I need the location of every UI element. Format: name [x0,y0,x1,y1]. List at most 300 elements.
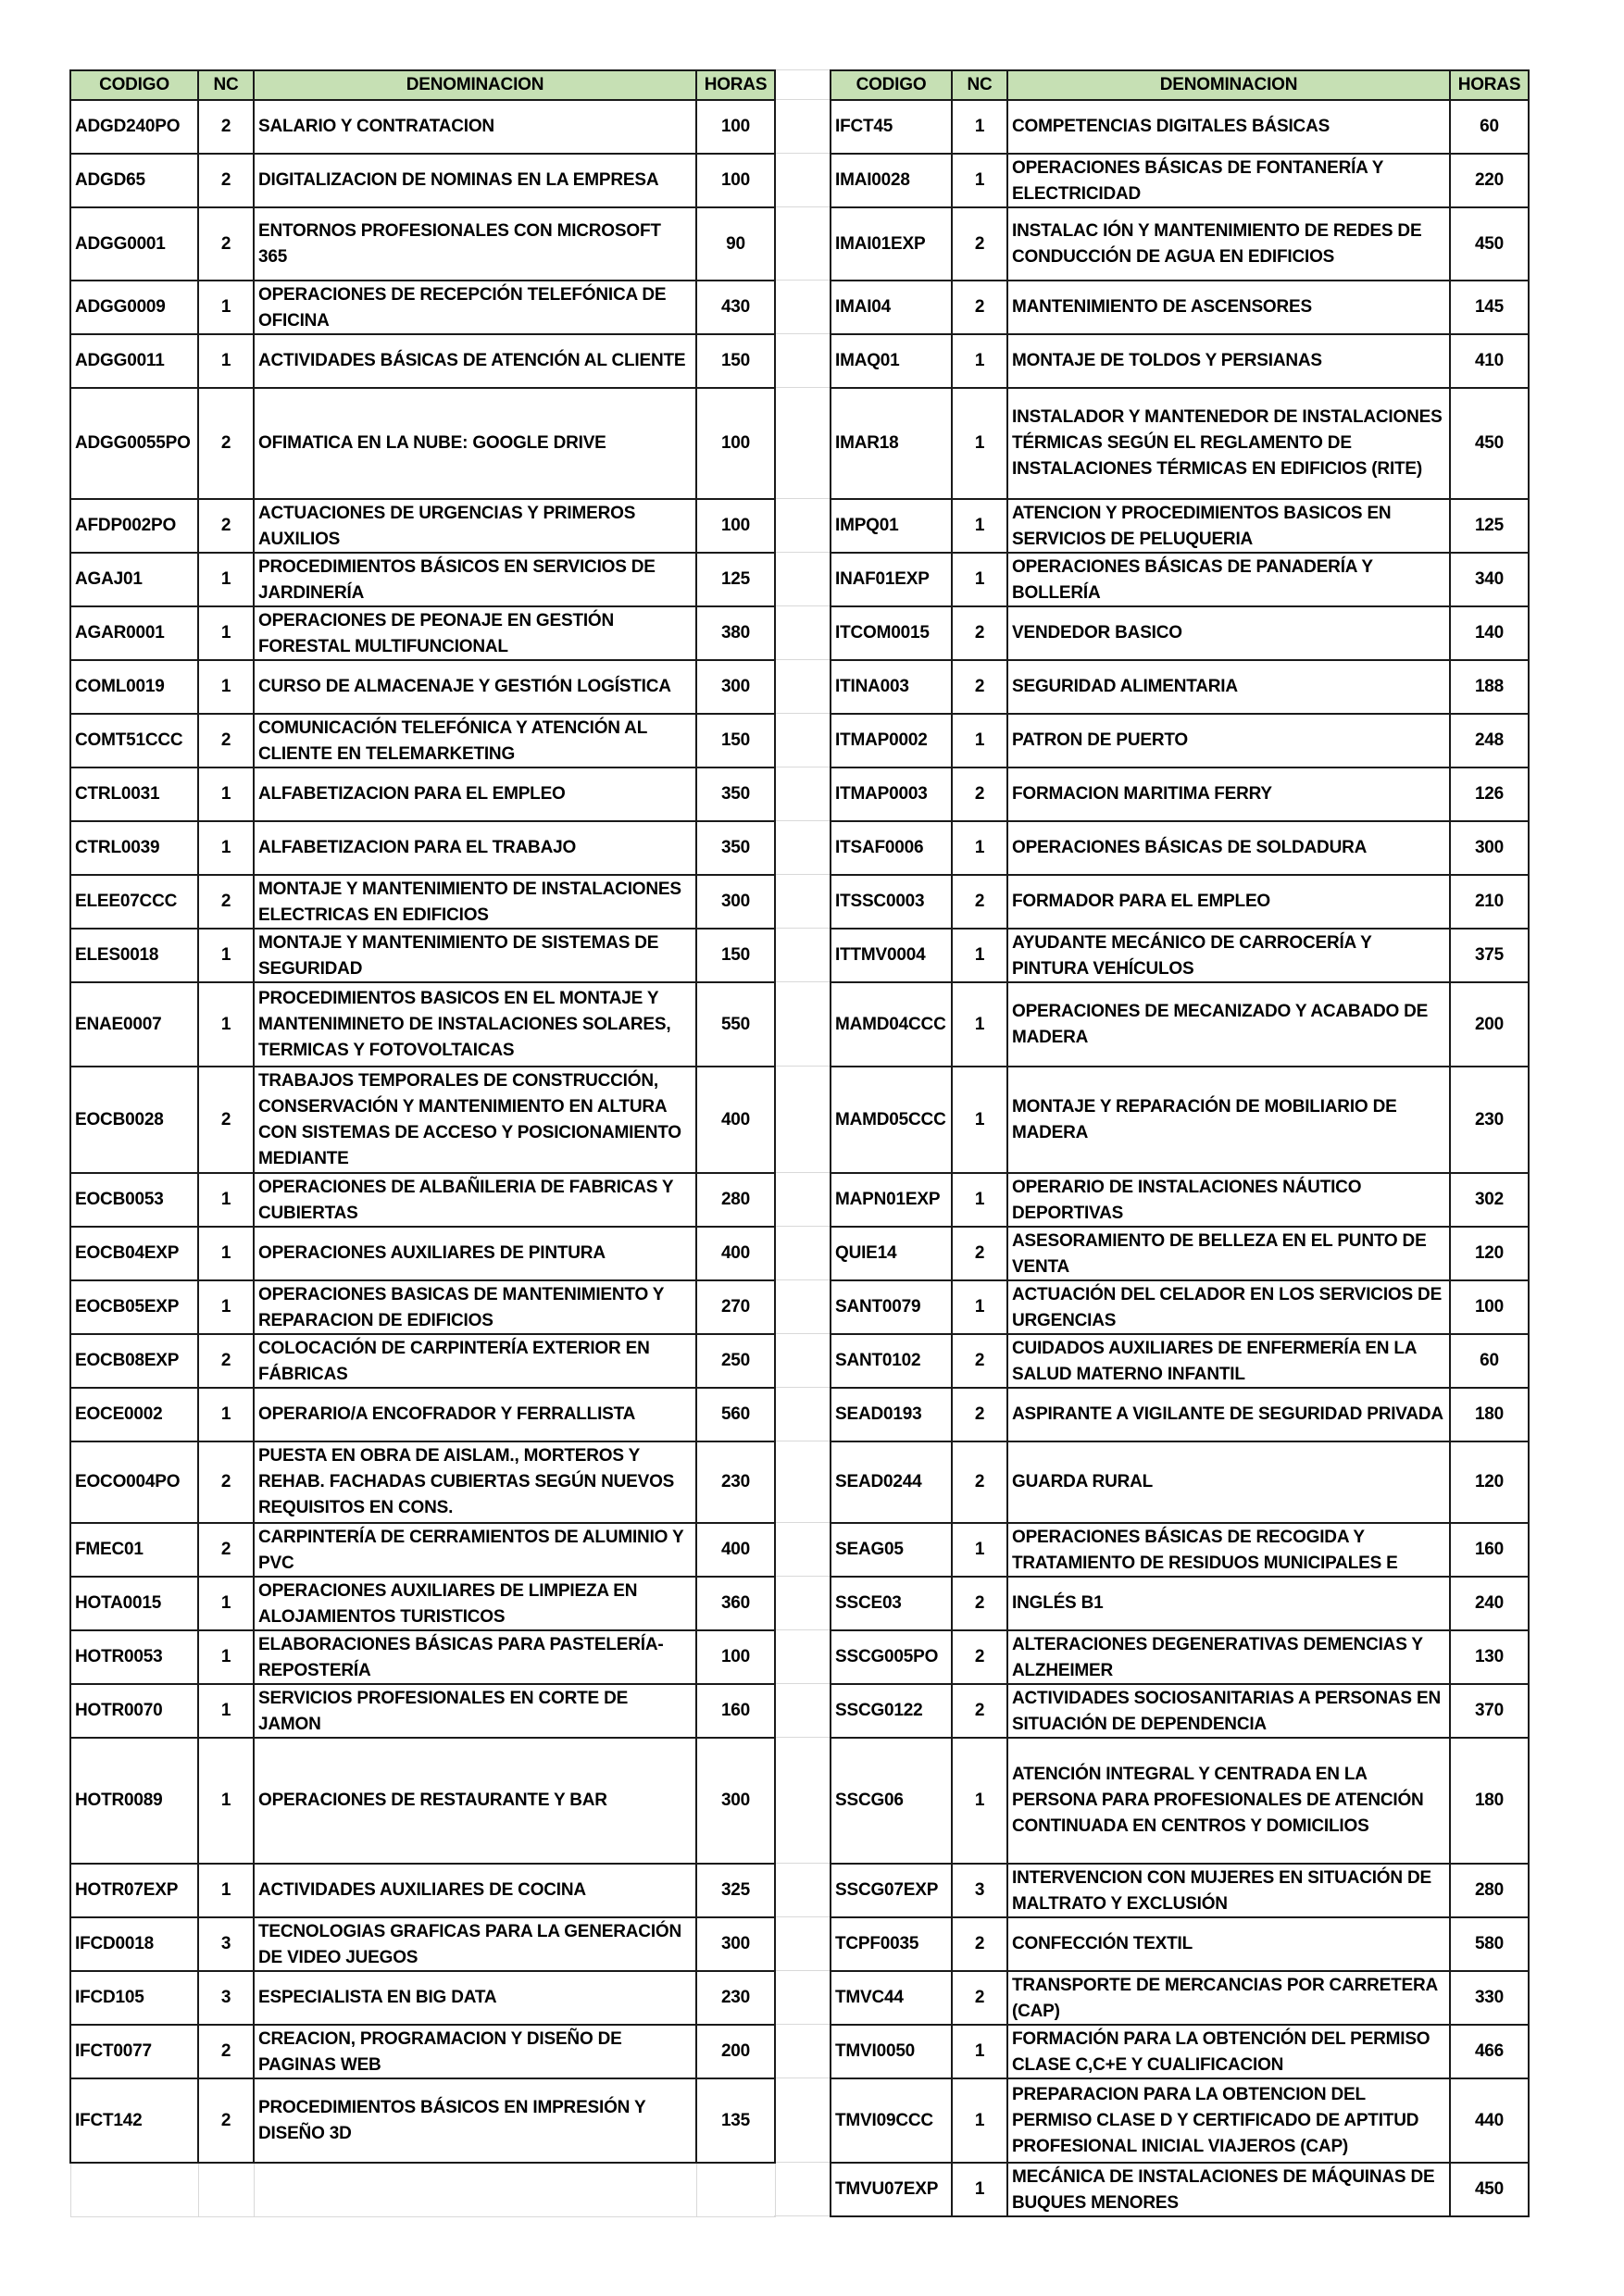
cell-hours-text: 120 [1474,1472,1505,1491]
cell-hours-text: 302 [1474,1190,1505,1209]
header-nc: NC [952,70,1007,100]
cell-name [1007,1630,1450,1684]
cell-code-text: FMEC01 [75,1540,144,1559]
table-row [831,1388,1529,1441]
gap-gridline [774,928,830,929]
cell-code-text: AGAJ01 [75,569,143,589]
table-row [831,553,1529,606]
cell-hours [696,1971,775,2025]
cell-code [831,207,952,281]
cell-nc [952,767,1007,821]
cell-name-text: VENDEDOR BASICO [1012,623,1182,643]
gap-gridline [774,1333,830,1334]
cell-nc [952,334,1007,388]
cell-nc-text: 1 [220,784,231,804]
cell-code-text: IFCT45 [835,117,893,136]
cell-code-text: SSCG0122 [835,1701,923,1720]
cell-hours [696,1577,775,1630]
cell-nc [198,388,254,499]
cell-name [254,714,696,767]
cell-name [254,2025,696,2078]
cell-name [254,2163,696,2216]
cell-nc [952,553,1007,606]
cell-nc [198,2025,254,2078]
table-row [70,388,775,499]
table-row [831,1917,1529,1971]
cell-hours-text: 300 [720,1934,751,1953]
cell-hours [696,1067,775,1173]
cell-nc [198,1441,254,1523]
cell-code [831,660,952,714]
cell-name [1007,875,1450,929]
table-row [70,1280,775,1334]
cell-nc [198,1684,254,1738]
cell-nc [198,1334,254,1388]
table-row [70,1523,775,1577]
cell-nc [952,2078,1007,2163]
cell-nc [952,154,1007,207]
cell-name-text: TRANSPORTE DE MERCANCIAS POR CARRETERA (CAP) [1012,1976,1438,2021]
cell-nc [198,1971,254,2025]
cell-hours-text: 300 [1474,838,1505,857]
cell-nc [952,1441,1007,1523]
cell-hours-text: 140 [1474,623,1505,643]
cell-nc [198,714,254,767]
cell-nc [952,1067,1007,1173]
cell-code-text: IMAR18 [835,433,899,453]
cell-name-text: OFIMATICA EN LA NUBE: GOOGLE DRIVE [258,433,606,453]
cell-name-text: INTERVENCION CON MUJERES EN SITUACIÓN DE MALTRATO Y EXCLUSIÓN [1012,1868,1431,1914]
cell-name-text: SERVICIOS PROFESIONALES EN CORTE DE JAMON [258,1689,629,1734]
table-row [70,1738,775,1864]
cell-nc [198,1630,254,1684]
cell-hours [1450,929,1529,982]
cell-code [831,334,952,388]
cell-code [70,388,198,499]
header-hours: HORAS [1450,70,1529,100]
cell-hours-text: 188 [1474,677,1505,696]
cell-name-text: CURSO DE ALMACENAJE Y GESTIÓN LOGÍSTICA [258,677,671,696]
cell-nc-text: 1 [220,1647,231,1666]
cell-hours-text: 145 [1474,297,1505,317]
cell-code-text: ITMAP0002 [835,730,928,750]
table-row [831,334,1529,388]
cell-name-text: OPERACIONES AUXILIARES DE LIMPIEZA EN ALOJAMIENTOS TURISTICOS [258,1581,638,1627]
table-row [831,1280,1529,1334]
cell-code-text: ADGG0011 [75,351,165,370]
table-row [70,821,775,875]
cell-name-text: ALFABETIZACION PARA EL EMPLEO [258,784,566,804]
cell-hours [696,767,775,821]
cell-hours [696,929,775,982]
cell-hours-text: 466 [1474,2041,1505,2061]
cell-code [831,929,952,982]
cell-nc-text: 1 [220,677,231,696]
cell-code [831,606,952,660]
cell-code [70,1523,198,1577]
gap-gridline [774,1683,830,1684]
cell-name [1007,154,1450,207]
cell-nc-text: 2 [220,233,231,254]
cell-code [831,767,952,821]
cell-hours-text: 330 [1474,1988,1505,2007]
cell-name [254,1173,696,1227]
table-row [831,1334,1529,1388]
cell-code-text: QUIE14 [835,1243,897,1263]
cell-hours-text: 220 [1474,170,1505,190]
cell-hours [1450,1864,1529,1917]
cell-name [254,1227,696,1280]
header-row [70,70,775,100]
cell-name-text: PROCEDIMIENTOS BÁSICOS EN SERVICIOS DE JARDINERÍA [258,557,656,603]
table-row [831,1738,1529,1864]
cell-name-text: CARPINTERÍA DE CERRAMIENTOS DE ALUMINIO Y PVC [258,1528,684,1573]
table-row [70,1630,775,1684]
cell-name-text: OPERACIONES AUXILIARES DE PINTURA [258,1243,606,1263]
cell-name-text: COMUNICACIÓN TELEFÓNICA Y ATENCIÓN AL CLIENTE EN TELEMARKETING [258,718,647,764]
cell-code-text: IMPQ01 [835,516,899,535]
cell-hours-text: 440 [1474,2110,1505,2130]
cell-code [70,767,198,821]
cell-code [831,154,952,207]
table-row [70,1227,775,1280]
cell-name-text: OPERARIO/A ENCOFRADOR Y FERRALLISTA [258,1404,636,1424]
table-row [70,334,775,388]
gap-gridline [774,1387,830,1388]
cell-name-text: OPERACIONES DE MECANIZADO Y ACABADO DE MADERA [1012,1001,1429,1047]
header-hours: HORAS [696,70,775,100]
table-row [831,1684,1529,1738]
cell-name-text: OPERARIO DE INSTALACIONES NÁUTICO DEPORTIVAS [1012,1178,1362,1223]
cell-code-text: CTRL0039 [75,838,160,857]
cell-name [254,499,696,553]
cell-name [254,154,696,207]
cell-nc-text: 2 [974,297,985,317]
cell-nc-text: 2 [220,117,231,136]
table-row [70,714,775,767]
cell-name-text: ALFABETIZACION PARA EL TRABAJO [258,838,577,857]
cell-nc-text: 2 [220,2110,231,2130]
cell-nc [952,1738,1007,1864]
table-row [831,714,1529,767]
cell-name [254,553,696,606]
courses-table-left [69,69,776,2217]
cell-nc [198,1523,254,1577]
cell-nc-text: 1 [974,1109,985,1129]
cell-code-text: TMVC44 [835,1988,904,2007]
cell-nc-text: 1 [220,1297,231,1316]
table-row [831,1630,1529,1684]
cell-hours [1450,1067,1529,1173]
table-row [831,1441,1529,1523]
cell-hours-text: 580 [1474,1934,1505,1953]
cell-code [70,553,198,606]
cell-code-text: IFCD105 [75,1988,144,2007]
cell-name-text: SALARIO Y CONTRATACION [258,117,494,136]
cell-code-text: TMVU07EXP [835,2179,939,2199]
cell-nc-text: 2 [974,1351,985,1370]
cell-hours-text: 450 [1474,433,1505,453]
cell-hours [696,982,775,1067]
cell-code [70,1684,198,1738]
cell-name-text: OPERACIONES BÁSICAS DE SOLDADURA [1012,838,1368,857]
cell-code [70,1864,198,1917]
cell-name [1007,1280,1450,1334]
cell-nc-text: 2 [220,2041,231,2061]
cell-nc-text: 1 [974,433,985,453]
cell-name [254,1630,696,1684]
gap-gridline [774,2024,830,2025]
cell-nc [952,982,1007,1067]
table-row [70,767,775,821]
cell-code [70,714,198,767]
cell-name [1007,499,1450,553]
gap-gridline [774,820,830,821]
cell-nc [952,1388,1007,1441]
cell-nc [952,714,1007,767]
cell-nc [198,499,254,553]
table-row [831,1864,1529,1917]
cell-code [70,1971,198,2025]
table-row [831,929,1529,982]
cell-nc-text: 1 [974,2179,985,2199]
cell-nc-text: 2 [974,1988,985,2007]
cell-hours [1450,1523,1529,1577]
cell-code-text: EOCB05EXP [75,1297,180,1316]
cell-name-text: TRABAJOS TEMPORALES DE CONSTRUCCIÓN, CONSERVACIÓN Y MANTENIMIENTO EN ALTURA CON SISTEMAS DE ACCESO Y POSICIONAMIENTO MEDIANTE [258,1071,681,1168]
cell-code [831,1227,952,1280]
cell-nc [198,1864,254,1917]
cell-name-text: OPERACIONES DE RECEPCIÓN TELEFÓNICA DE OFICINA [258,285,667,331]
table-row [831,154,1529,207]
cell-nc [952,1630,1007,1684]
cell-nc-text: 1 [220,623,231,643]
cell-nc-text: 2 [220,1109,231,1129]
gap-gridline [774,69,830,70]
cell-code [70,207,198,281]
cell-name-text: ENTORNOS PROFESIONALES CON MICROSOFT 365 [258,220,661,267]
cell-code-text: SSCG07EXP [835,1880,939,1900]
gap-gridline [774,498,830,499]
cell-hours [1450,2078,1529,2163]
cell-code [831,1917,952,1971]
cell-name [254,388,696,499]
cell-nc-text: 2 [220,892,231,911]
cell-hours [696,1738,775,1864]
cell-nc-text: 3 [974,1880,985,1900]
cell-hours [1450,1227,1529,1280]
table-row [70,660,775,714]
cell-hours [1450,2025,1529,2078]
cell-hours [1450,154,1529,207]
cell-name [1007,821,1450,875]
table-row [70,1917,775,1971]
cell-nc [198,660,254,714]
cell-nc-text: 2 [974,1934,985,1953]
cell-hours [696,1280,775,1334]
cell-name-text: DIGITALIZACION DE NOMINAS EN LA EMPRESA [258,170,659,190]
cell-code-text: COMT51CCC [75,730,183,750]
cell-name-text: OPERACIONES BASICAS DE MANTENIMIENTO Y REPARACION DE EDIFICIOS [258,1285,664,1330]
cell-name-text: MONTAJE DE TOLDOS Y PERSIANAS [1012,351,1322,370]
cell-code [831,2163,952,2216]
cell-hours-text: 100 [720,433,751,453]
table-row [831,1067,1529,1173]
table-row [831,1173,1529,1227]
table-row [70,281,775,334]
cell-nc [198,154,254,207]
gap-gridline [774,1172,830,1173]
cell-code-text: ADGG0001 [75,233,166,254]
table-row [831,875,1529,929]
cell-code [831,1630,952,1684]
cell-name [1007,334,1450,388]
cell-nc-text: 1 [974,2041,985,2061]
cell-hours-text: 430 [720,297,751,317]
cell-code [70,875,198,929]
gap-gridline [774,1279,830,1280]
cell-code-text: TMVI0050 [835,2041,916,2061]
cell-hours-text: 100 [720,1647,751,1666]
gap-gridline [774,1737,830,1738]
cell-nc [952,2163,1007,2216]
cell-nc-text: 1 [220,1404,231,1424]
cell-name [254,2078,696,2163]
cell-code-text: HOTR0070 [75,1701,163,1720]
cell-hours [1450,767,1529,821]
cell-nc [952,660,1007,714]
cell-name-text: CREACION, PROGRAMACION Y DISEÑO DE PAGINAS WEB [258,2029,622,2075]
cell-hours-text: 325 [720,1880,751,1900]
cell-code [831,982,952,1067]
cell-nc [198,2078,254,2163]
cell-nc-text: 2 [974,892,985,911]
cell-name-text: FORMADOR PARA EL EMPLEO [1012,892,1270,911]
cell-hours [1450,1630,1529,1684]
cell-name [1007,1684,1450,1738]
cell-name-text: PUESTA EN OBRA DE AISLAM., MORTEROS Y REHAB. FACHADAS CUBIERTAS SEGÚN NUEVOS REQUISITOS EN CONS. [258,1446,675,1517]
gap-gridline [774,1522,830,1523]
cell-code [831,1738,952,1864]
cell-nc-text: 2 [220,170,231,190]
cell-hours [696,714,775,767]
cell-nc-text: 1 [220,945,231,965]
table-row [70,929,775,982]
cell-name [1007,1067,1450,1173]
cell-hours [696,207,775,281]
gap-gridline [774,605,830,606]
cell-nc-text: 1 [220,1243,231,1263]
table-row [70,1173,775,1227]
table-row [70,100,775,154]
cell-name [254,1280,696,1334]
cell-code-text: MAMD05CCC [835,1109,946,1129]
cell-name-text: CONFECCIÓN TEXTIL [1012,1934,1193,1953]
cell-code-text: HOTR0053 [75,1647,163,1666]
cell-hours-text: 100 [720,516,751,535]
cell-hours [696,388,775,499]
cell-nc-text: 2 [974,1647,985,1666]
cell-hours-text: 270 [720,1297,751,1316]
cell-name-text: CUIDADOS AUXILIARES DE ENFERMERÍA EN LA SALUD MATERNO INFANTIL [1012,1339,1417,1384]
cell-hours [1450,553,1529,606]
gap-gridline [774,1916,830,1917]
cell-hours [1450,334,1529,388]
cell-nc [952,1971,1007,2025]
cell-nc-text: 1 [220,351,231,370]
cell-code-text: IMAI01EXP [835,233,926,254]
table-row [831,2025,1529,2078]
cell-name [254,1577,696,1630]
cell-name [1007,1917,1450,1971]
cell-hours [696,2078,775,2163]
cell-code [831,553,952,606]
cell-code-text: HOTR07EXP [75,1880,179,1900]
cell-nc-text: 1 [974,838,985,857]
cell-hours-text: 120 [1474,1243,1505,1263]
cell-hours [1450,982,1529,1067]
gap-gridline [774,1226,830,1227]
cell-code-text: SSCG06 [835,1791,904,1810]
header-row [831,70,1529,100]
cell-nc [198,929,254,982]
cell-nc-text: 1 [974,569,985,589]
cell-name-text: MANTENIMIENTO DE ASCENSORES [1012,297,1312,317]
cell-nc-text: 2 [220,1472,231,1491]
cell-nc [198,875,254,929]
cell-hours-text: 150 [720,351,751,370]
cell-hours [696,1173,775,1227]
gap-gridline [774,280,830,281]
cell-hours [1450,660,1529,714]
cell-name-text: MECÁNICA DE INSTALACIONES DE MÁQUINAS DE BUQUES MENORES [1012,2167,1435,2213]
table-row [831,821,1529,875]
cell-code-text: EOCB0028 [75,1109,164,1129]
gap-gridline [774,981,830,982]
cell-code-text: ITCOM0015 [835,623,930,643]
cell-hours-text: 350 [720,784,751,804]
cell-name [254,606,696,660]
cell-nc-text: 1 [220,1014,231,1034]
cell-name [1007,2025,1450,2078]
cell-nc [952,1280,1007,1334]
cell-name [254,1441,696,1523]
table-row [70,1577,775,1630]
cell-hours-text: 350 [720,838,751,857]
cell-nc [952,388,1007,499]
cell-code-text: IMAI0028 [835,170,910,190]
table-row [70,1334,775,1388]
cell-code [831,100,952,154]
cell-code-text: INAF01EXP [835,569,930,589]
table-row [70,1864,775,1917]
cell-name [1007,1227,1450,1280]
cell-name-text: OPERACIONES DE RESTAURANTE Y BAR [258,1791,607,1810]
cell-nc-text: 2 [974,1701,985,1720]
cell-hours [1450,100,1529,154]
cell-name-text: PATRON DE PUERTO [1012,730,1188,750]
cell-hours-text: 400 [720,1243,751,1263]
cell-nc-text: 2 [220,516,231,535]
cell-hours-text: 160 [720,1701,751,1720]
cell-name [1007,100,1450,154]
cell-hours [696,1684,775,1738]
cell-name-text: ASPIRANTE A VIGILANTE DE SEGURIDAD PRIVADA [1012,1404,1443,1424]
cell-nc-text: 1 [220,1593,231,1613]
cell-hours-text: 248 [1474,730,1505,750]
cell-hours [1450,281,1529,334]
cell-code-text: ADGD240PO [75,117,181,136]
